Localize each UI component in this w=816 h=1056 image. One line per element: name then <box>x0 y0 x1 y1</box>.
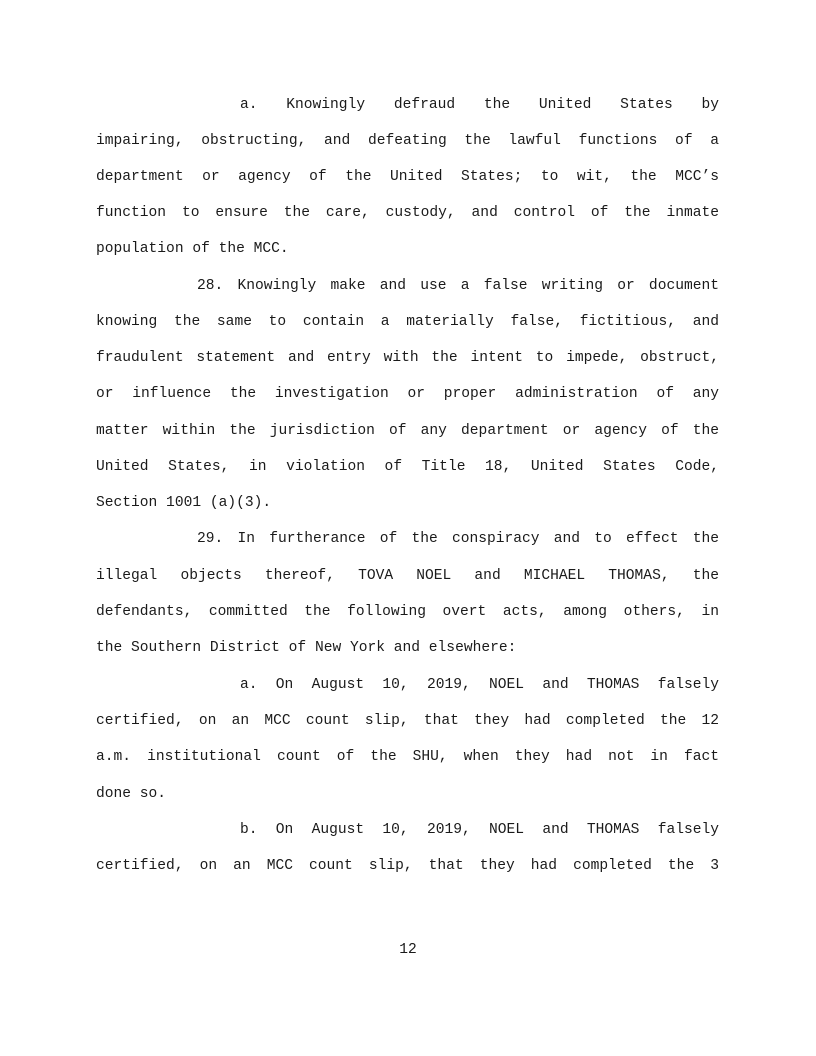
text-line: the Southern District of New York and elsewhere: <box>96 640 517 656</box>
text-line: a. Knowingly defraud the United States by <box>240 97 719 113</box>
text-line: certified, on an MCC count slip, that they had completed the 12 <box>96 713 719 729</box>
text-line: function to ensure the care, custody, and control of the inmate <box>96 205 719 221</box>
text-line: fraudulent statement and entry with the intent to impede, obstruct, <box>96 350 719 366</box>
text-line: b. On August 10, 2019, NOEL and THOMAS falsely <box>240 822 719 838</box>
text-line: department or agency of the United States; to wit, the MCC’s <box>96 169 719 185</box>
text-line: 28. Knowingly make and use a false writing or document <box>197 278 719 294</box>
text-line: matter within the jurisdiction of any department or agency of the <box>96 423 719 439</box>
text-line: defendants, committed the following overt acts, among others, in <box>96 604 719 620</box>
page-number: 12 <box>399 942 417 958</box>
text-line: certified, on an MCC count slip, that they had completed the 3 <box>96 858 719 874</box>
text-line: done so. <box>96 786 167 802</box>
text-line: population of the MCC. <box>96 241 289 257</box>
text-line: United States, in violation of Title 18, United States Code, <box>96 459 719 475</box>
text-line: 29. In furtherance of the conspiracy and to effect the <box>197 531 719 547</box>
text-line: knowing the same to contain a materially false, fictitious, and <box>96 314 719 330</box>
text-line: a. On August 10, 2019, NOEL and THOMAS falsely <box>240 677 719 693</box>
text-line: illegal objects thereof, TOVA NOEL and MICHAEL THOMAS, the <box>96 568 719 584</box>
text-line: Section 1001 (a)(3). <box>96 495 272 511</box>
text-line: a.m. institutional count of the SHU, when they had not in fact <box>96 749 719 765</box>
text-line: or influence the investigation or proper administration of any <box>96 386 719 402</box>
text-line: impairing, obstructing, and defeating the lawful functions of a <box>96 133 719 149</box>
